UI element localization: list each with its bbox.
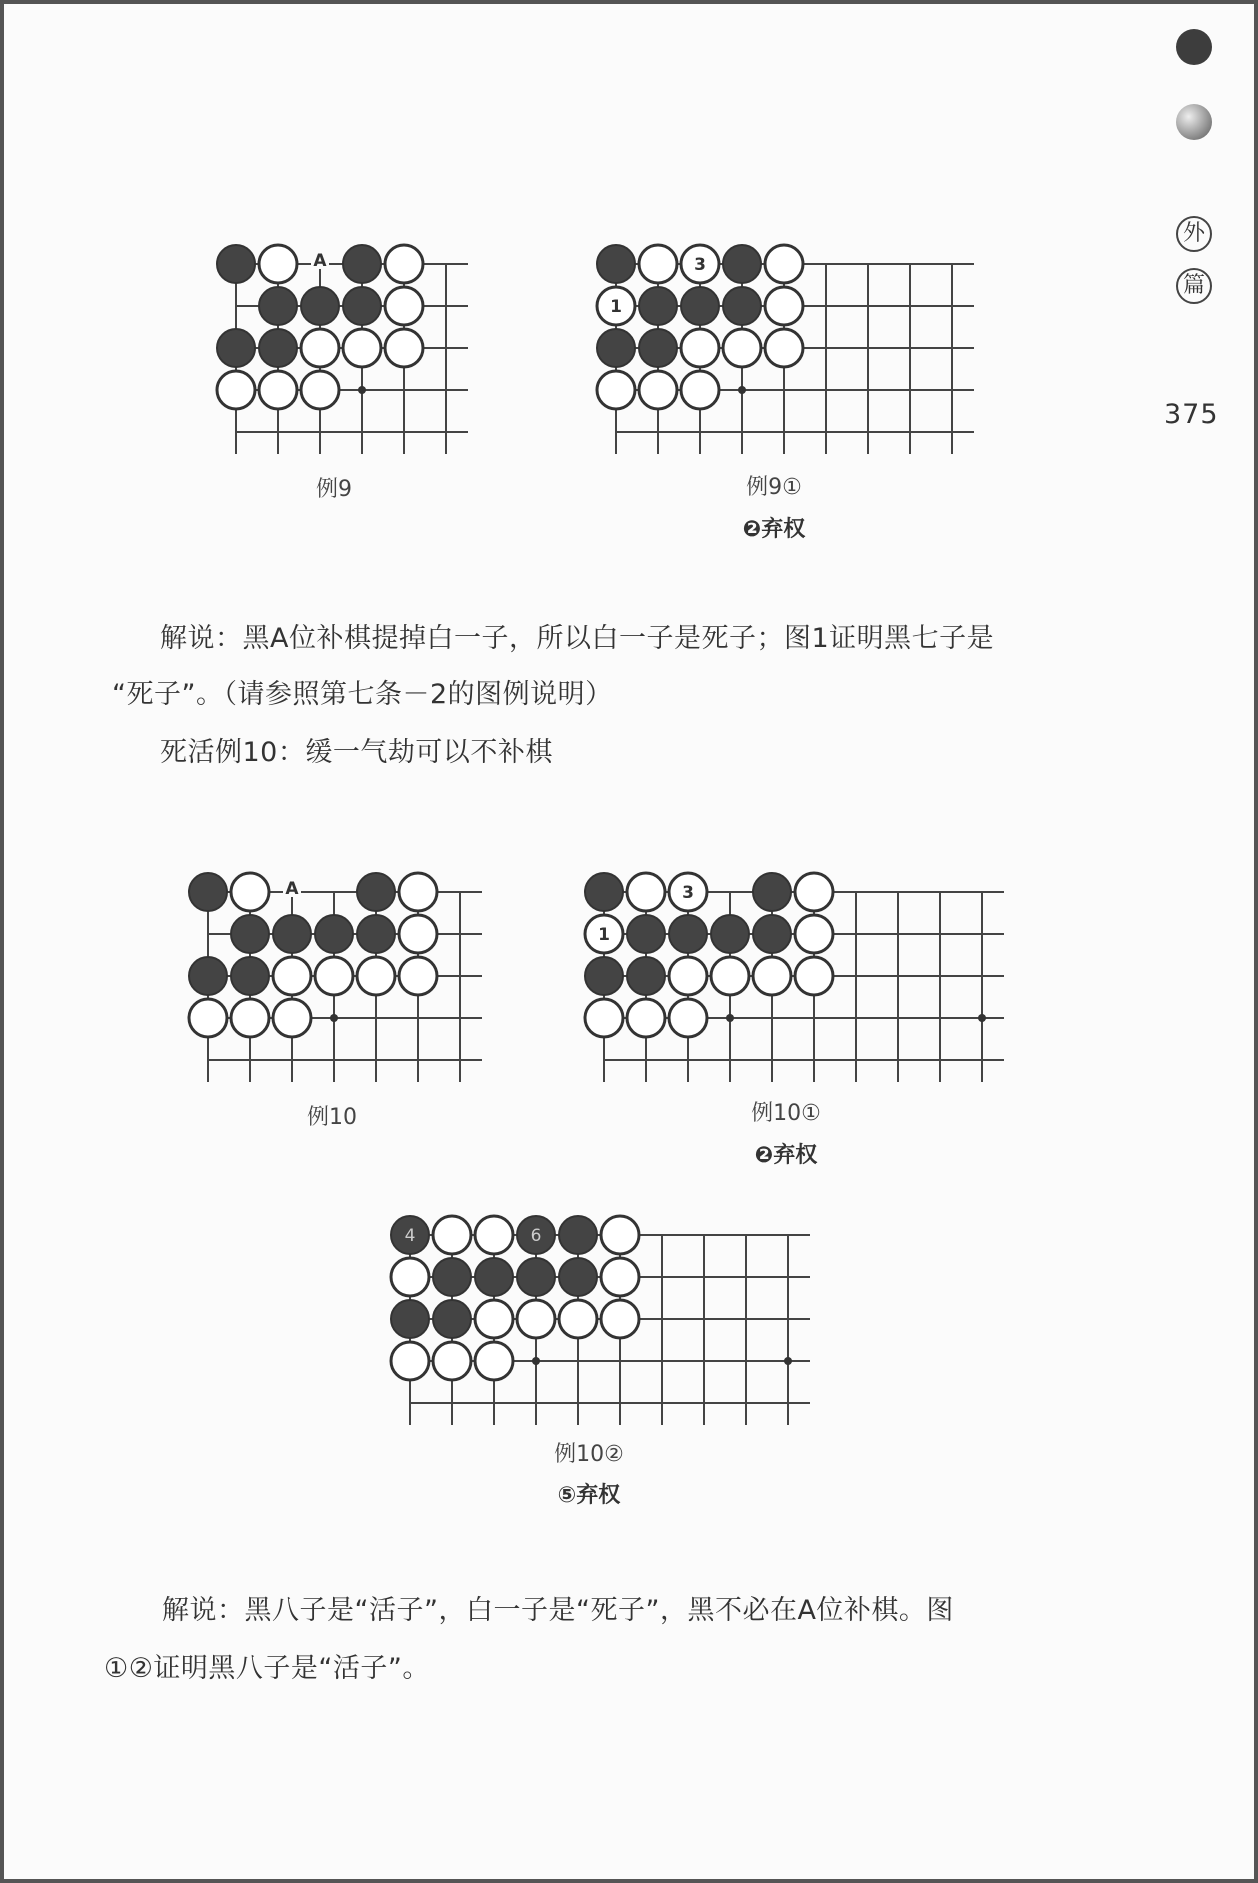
section-char-pian: 篇 <box>1176 268 1212 304</box>
go-diagram-ex10 <box>188 872 488 1087</box>
white-stone <box>753 957 791 995</box>
white-stone <box>597 371 635 409</box>
white-stone <box>627 999 665 1037</box>
white-stone <box>273 957 311 995</box>
black-stone <box>517 1258 555 1296</box>
black-stone <box>475 1258 513 1296</box>
black-stone <box>259 329 297 367</box>
black-stone <box>639 287 677 325</box>
black-stone <box>597 245 635 283</box>
white-stone <box>217 371 255 409</box>
white-stone <box>399 873 437 911</box>
white-stone <box>273 999 311 1037</box>
white-stone <box>601 1300 639 1338</box>
black-stone <box>723 245 761 283</box>
white-stone <box>517 1300 555 1338</box>
caption-ex9-1: 例9① <box>746 475 802 500</box>
star-point <box>726 1014 734 1022</box>
black-stone <box>217 245 255 283</box>
white-stone <box>765 329 803 367</box>
explanation-ex10-line1: 解说：黑八子是“活子”，白一子是“死子”，黑不必在A位补棋。图 <box>162 1595 954 1626</box>
white-stone <box>343 329 381 367</box>
black-stone <box>559 1258 597 1296</box>
point-label: A <box>313 251 327 271</box>
black-stone <box>627 957 665 995</box>
white-stone <box>601 1216 639 1254</box>
white-stone <box>475 1216 513 1254</box>
white-stone <box>627 873 665 911</box>
black-stone <box>585 873 623 911</box>
white-stone <box>259 245 297 283</box>
white-stone <box>639 245 677 283</box>
white-stone <box>765 245 803 283</box>
white-stone <box>585 999 623 1037</box>
white-stone <box>601 1258 639 1296</box>
white-stone <box>711 957 749 995</box>
black-stone <box>357 915 395 953</box>
black-stone <box>639 329 677 367</box>
point-label: A <box>285 879 299 899</box>
star-point <box>738 386 746 394</box>
move-number: 1 <box>610 297 622 317</box>
white-stone <box>475 1342 513 1380</box>
white-stone <box>433 1216 471 1254</box>
white-stone <box>259 371 297 409</box>
black-stone <box>343 245 381 283</box>
black-stone <box>753 915 791 953</box>
black-stone <box>273 915 311 953</box>
black-stone <box>627 915 665 953</box>
white-stone <box>385 329 423 367</box>
black-stone <box>357 873 395 911</box>
white-stone <box>391 1258 429 1296</box>
black-stone <box>189 957 227 995</box>
white-stone <box>385 287 423 325</box>
caption-ex10: 例10 <box>307 1105 357 1130</box>
white-stone <box>231 999 269 1037</box>
go-diagram-ex9 <box>216 244 476 459</box>
go-diagram-ex9-1 <box>596 244 981 459</box>
black-stone <box>231 915 269 953</box>
dark-circle-icon <box>1176 29 1212 65</box>
note-ex9-1: ❷弃权 <box>742 517 806 542</box>
white-stone <box>795 957 833 995</box>
black-stone <box>343 287 381 325</box>
note-ex10-2: ⑤弃权 <box>557 1483 621 1508</box>
move-number: 3 <box>694 255 706 275</box>
white-stone <box>681 329 719 367</box>
white-stone <box>681 371 719 409</box>
black-stone <box>585 957 623 995</box>
caption-ex10-1: 例10① <box>751 1101 821 1126</box>
white-stone <box>795 915 833 953</box>
white-stone <box>231 873 269 911</box>
caption-ex9: 例9 <box>316 477 352 502</box>
white-stone <box>559 1300 597 1338</box>
black-stone <box>259 287 297 325</box>
black-stone <box>189 873 227 911</box>
black-stone <box>217 329 255 367</box>
black-stone <box>681 287 719 325</box>
page-number: 375 <box>1164 399 1219 430</box>
black-stone <box>597 329 635 367</box>
white-stone <box>669 999 707 1037</box>
explanation-ex9-line1: 解说：黑A位补棋提掉白一子，所以白一子是死子；图1证明黑七子是 <box>160 623 995 654</box>
black-stone <box>315 915 353 953</box>
star-point <box>784 1357 792 1365</box>
white-stone <box>315 957 353 995</box>
white-stone <box>301 371 339 409</box>
star-point <box>532 1357 540 1365</box>
white-stone <box>765 287 803 325</box>
black-stone <box>433 1300 471 1338</box>
go-diagram-ex10-1 <box>584 872 1004 1087</box>
caption-ex10-2: 例10② <box>554 1442 624 1467</box>
move-number: 6 <box>530 1226 542 1246</box>
white-stone <box>399 915 437 953</box>
star-point <box>330 1014 338 1022</box>
move-number: 1 <box>598 925 610 945</box>
explanation-ex9-line2: “死子”。（请参照第七条－2的图例说明） <box>112 679 613 710</box>
go-diagram-ex10-2 <box>390 1215 810 1430</box>
white-stone <box>391 1342 429 1380</box>
star-point <box>978 1014 986 1022</box>
black-stone <box>669 915 707 953</box>
explanation-ex10-line2: ①②证明黑八子是“活子”。 <box>104 1653 430 1684</box>
black-stone <box>231 957 269 995</box>
white-stone <box>385 245 423 283</box>
move-number: 4 <box>404 1226 416 1246</box>
gray-sphere-icon <box>1176 104 1212 140</box>
white-stone <box>669 957 707 995</box>
white-stone <box>723 329 761 367</box>
white-stone <box>475 1300 513 1338</box>
white-stone <box>301 329 339 367</box>
heading-ex10: 死活例10：缓一气劫可以不补棋 <box>160 737 553 768</box>
star-point <box>358 386 366 394</box>
black-stone <box>753 873 791 911</box>
black-stone <box>391 1300 429 1338</box>
black-stone <box>723 287 761 325</box>
white-stone <box>433 1342 471 1380</box>
section-char-wai: 外 <box>1176 216 1212 252</box>
white-stone <box>795 873 833 911</box>
note-ex10-1: ❷弃权 <box>754 1143 818 1168</box>
white-stone <box>639 371 677 409</box>
black-stone <box>559 1216 597 1254</box>
black-stone <box>711 915 749 953</box>
black-stone <box>433 1258 471 1296</box>
white-stone <box>357 957 395 995</box>
white-stone <box>399 957 437 995</box>
white-stone <box>189 999 227 1037</box>
move-number: 3 <box>682 883 694 903</box>
black-stone <box>301 287 339 325</box>
